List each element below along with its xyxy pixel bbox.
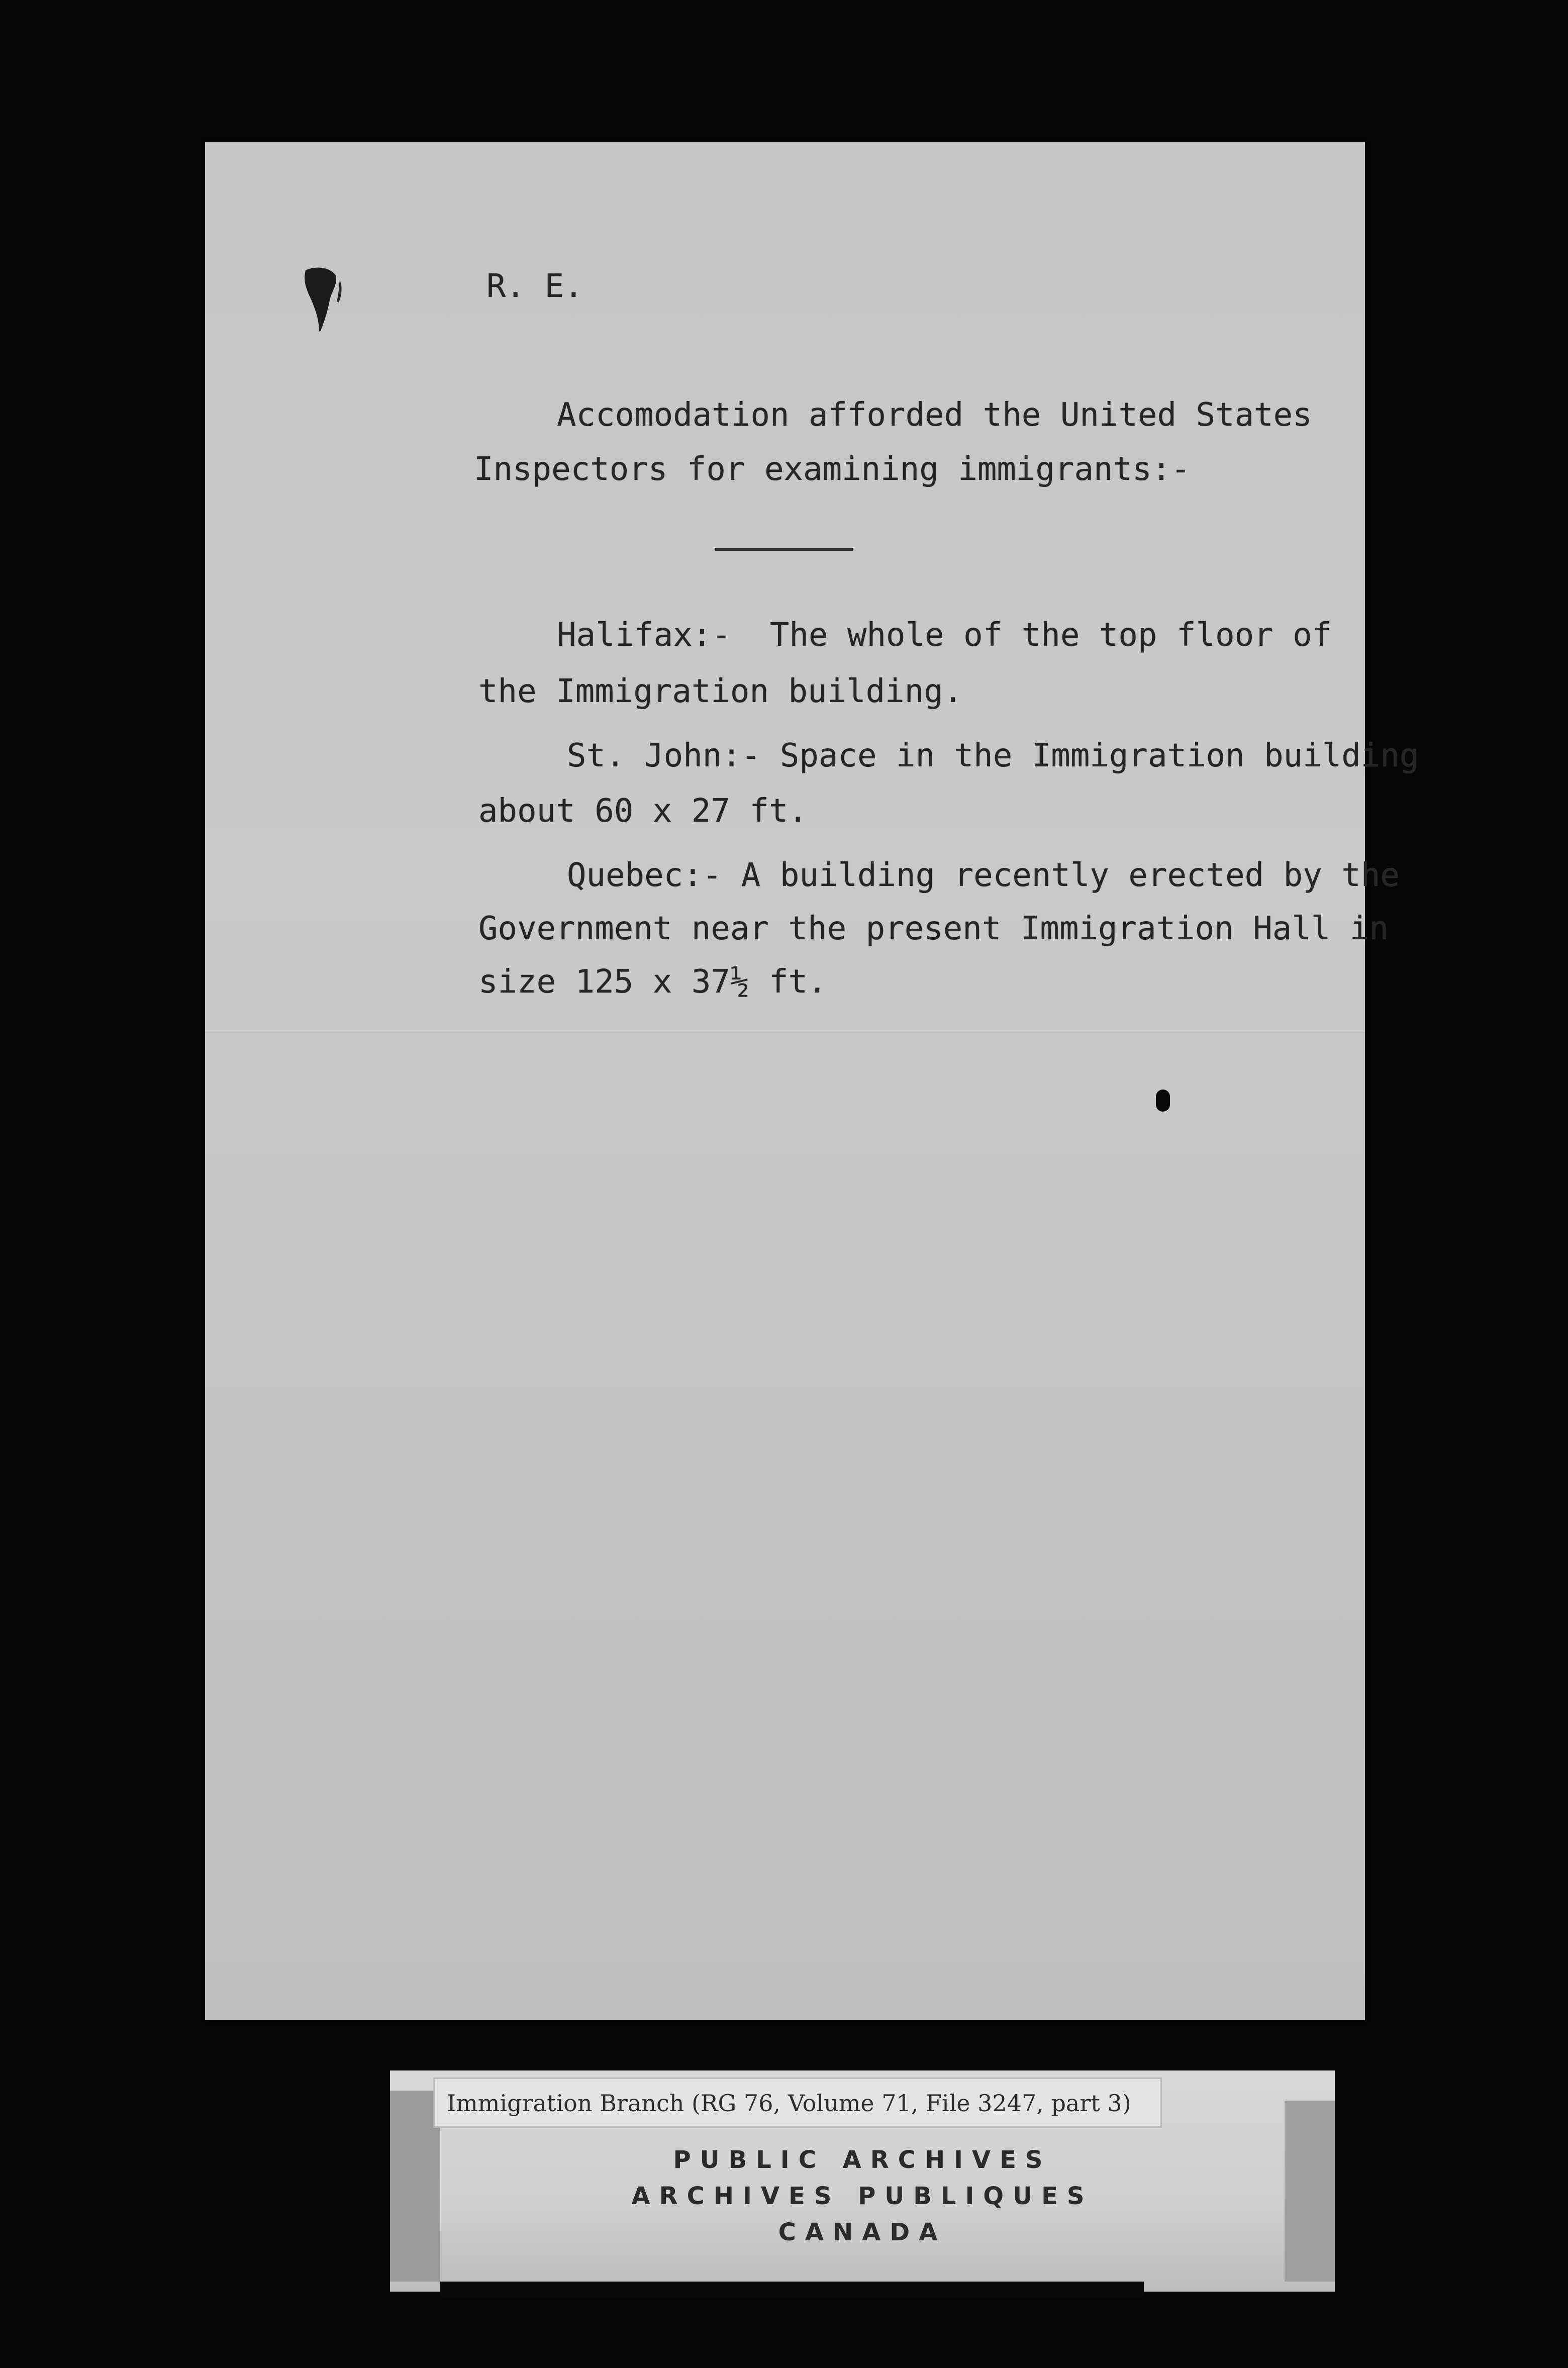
paper-fold-line [205,1030,1365,1033]
quebec-paragraph-line-3: size 125 x 37½ ft. [478,963,827,1001]
file-reference-text: Immigration Branch (RG 76, Volume 71, File 3247, part 3) [447,2090,1131,2117]
archive-stamp-line-1: PUBLIC ARCHIVES [673,2146,1052,2174]
document-page [205,142,1419,2020]
ink-blot-mark [301,265,346,336]
quebec-paragraph-line-2: Government near the present Immigration Hall in [478,910,1389,947]
title-line-1: Accomodation afforded the United States [557,397,1312,434]
stjohn-paragraph-line-2: about 60 x 27 ft. [478,793,808,830]
file-reference-strip [433,2078,1162,2128]
archive-label [390,2070,1335,2292]
title-underline-rule [715,548,853,551]
stjohn-paragraph-line-1: St. John:- Space in the Immigration building [567,737,1419,774]
reference-initials: R. E. [486,268,583,305]
archive-stamp-line-2: ARCHIVES PUBLIQUES [631,2182,1094,2210]
title-line-2: Inspectors for examining immigrants:- [474,451,1191,488]
film-edge-notch [1156,1090,1170,1112]
halifax-paragraph-line-2: the Immigration building. [478,673,963,710]
label-bottom-shadow [440,2282,1144,2297]
quebec-paragraph-line-1: Quebec:- A building recently erected by the [567,857,1400,894]
archive-stamp-line-3: CANADA [778,2218,947,2246]
halifax-paragraph-line-1: Halifax:- The whole of the top floor of [557,617,1332,654]
